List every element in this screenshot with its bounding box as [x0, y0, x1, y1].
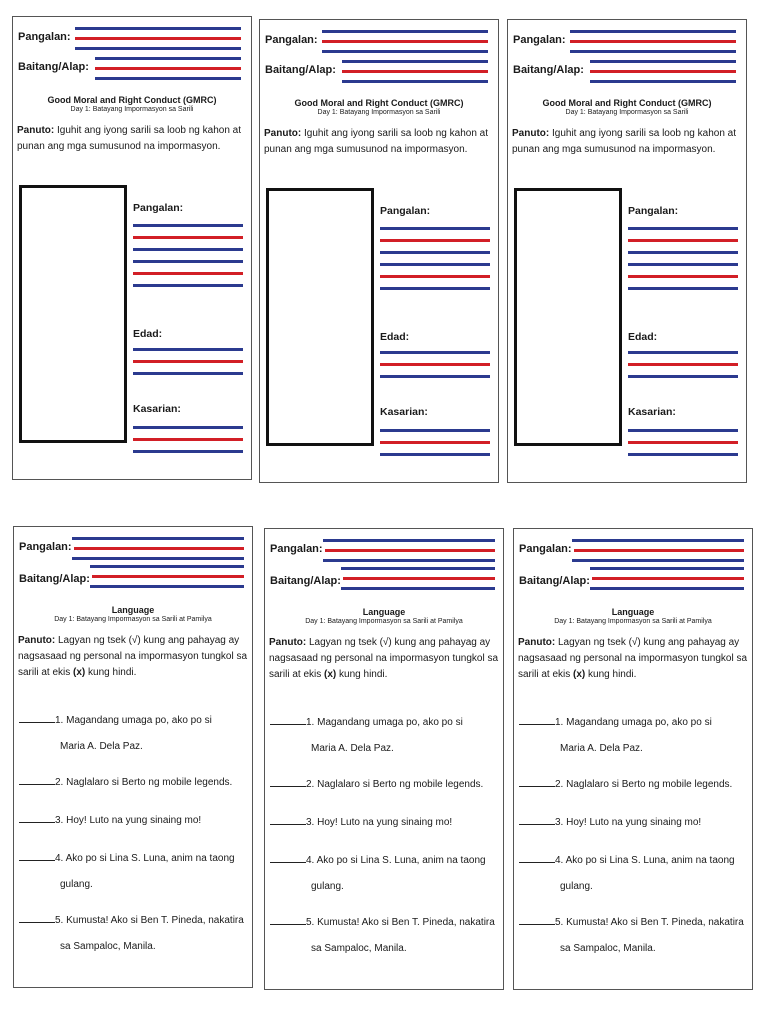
item-number: 5. — [55, 915, 64, 926]
answer-blank[interactable] — [19, 911, 55, 923]
instructions-x-mark: (x) — [324, 669, 337, 680]
list-item — [519, 772, 748, 798]
grade-row — [260, 54, 498, 82]
instructions — [14, 633, 252, 681]
field-age-label: Edad: — [628, 331, 658, 343]
answer-blank[interactable] — [270, 813, 306, 825]
answer-blank[interactable] — [519, 713, 555, 725]
name-label: Pangalan: — [519, 543, 572, 555]
item-text: Magandang umaga po, ako po si — [66, 715, 212, 726]
list-item — [270, 710, 499, 762]
item-line-2: Maria A. Dela Paz. — [60, 741, 143, 752]
item-number: 3. — [306, 817, 315, 828]
item-line-2: Maria A. Dela Paz. — [311, 743, 394, 754]
name-label: Pangalan: — [270, 543, 323, 555]
item-text: Magandang umaga po, ako po si — [317, 717, 463, 728]
name-row — [260, 26, 498, 54]
list-item — [19, 770, 248, 796]
item-line-1 — [270, 910, 499, 936]
answer-blank[interactable] — [519, 775, 555, 787]
grade-label: Baitang/Alap: — [270, 575, 341, 587]
item-line-1 — [270, 848, 499, 874]
language-worksheet-card — [264, 528, 504, 990]
gmrc-worksheet-card — [259, 19, 499, 483]
lesson-subtitle: Day 1: Batayang Impormasyon sa Sarili at Pamilya — [54, 616, 212, 623]
item-line-1 — [270, 810, 499, 836]
name-label: Pangalan: — [265, 34, 318, 46]
list-item — [19, 846, 248, 898]
instructions-lead: Panuto: — [269, 637, 307, 648]
lesson-subtitle: Day 1: Batayang Impormasyon sa Sarili — [565, 109, 689, 116]
answer-blank[interactable] — [19, 773, 55, 785]
field-sex-label: Kasarian: — [133, 403, 181, 415]
answer-blank[interactable] — [270, 913, 306, 925]
list-item — [270, 848, 499, 900]
item-number: 2. — [555, 779, 564, 790]
item-line-2: gulang. — [560, 881, 593, 892]
name-row — [13, 23, 251, 51]
instructions — [260, 126, 498, 158]
item-text: Hoy! Luto na yung sinaing mo! — [317, 817, 453, 828]
instructions-text-b: kung hindi. — [339, 669, 388, 680]
item-line-2: sa Sampaloc, Manila. — [311, 943, 407, 954]
item-line-1 — [519, 848, 748, 874]
subject-title: Good Moral and Right Conduct (GMRC) — [542, 98, 712, 108]
grade-label: Baitang/Alap: — [519, 575, 590, 587]
instructions-lead: Panuto: — [518, 637, 556, 648]
answer-blank[interactable] — [19, 711, 55, 723]
subject-title: Language — [362, 607, 406, 617]
list-item — [519, 810, 748, 836]
language-worksheet-card — [513, 528, 753, 990]
grade-row — [14, 559, 252, 587]
item-line-2: gulang. — [311, 881, 344, 892]
list-item — [270, 910, 499, 962]
item-text: Magandang umaga po, ako po si — [566, 717, 712, 728]
item-line-1 — [519, 772, 748, 798]
field-name-label: Pangalan: — [380, 205, 431, 217]
item-line-1 — [19, 846, 248, 872]
grade-label: Baitang/Alap: — [513, 64, 584, 76]
item-line-1 — [19, 770, 248, 796]
instructions-text-a: Lagyan ng tsek (√) kung ang pahayag ay nagsasaad ng personal na impormasyon tungkol sa sarili at ekis — [269, 637, 499, 680]
item-number: 2. — [55, 777, 64, 788]
item-number: 2. — [306, 779, 315, 790]
instructions — [514, 635, 752, 683]
gmrc-worksheet-card — [507, 19, 747, 483]
name-label: Pangalan: — [513, 34, 566, 46]
grade-row — [508, 54, 746, 82]
lesson-subtitle: Day 1: Batayang Impormasyon sa Sarili at Pamilya — [305, 618, 463, 625]
list-item — [270, 772, 499, 798]
answer-blank[interactable] — [519, 813, 555, 825]
instructions-x-mark: (x) — [73, 667, 86, 678]
instructions-lead: Panuto: — [17, 125, 55, 136]
instructions-text-a: Lagyan ng tsek (√) kung ang pahayag ay nagsasaad ng personal na impormasyon tungkol sa sarili at ekis — [518, 637, 748, 680]
item-line-1 — [519, 710, 748, 736]
item-line-2: Maria A. Dela Paz. — [560, 743, 643, 754]
item-line-1 — [270, 772, 499, 798]
instructions-text-b: kung hindi. — [88, 667, 137, 678]
item-text: Ako po si Lina S. Luna, anim na taong — [565, 855, 735, 866]
instructions — [13, 123, 251, 155]
grade-row — [265, 561, 503, 589]
item-text: Naglalaro si Berto ng mobile legends. — [566, 779, 733, 790]
grade-label: Baitang/Alap: — [19, 573, 90, 585]
lesson-subtitle: Day 1: Batayang Impormasyon sa Sarili at Pamilya — [554, 618, 712, 625]
lesson-subtitle: Day 1: Batayang Impormasyon sa Sarili — [70, 106, 194, 113]
gmrc-worksheet-card — [12, 16, 252, 480]
self-portrait-box — [19, 185, 127, 443]
item-text: Ako po si Lina S. Luna, anim na taong — [65, 853, 235, 864]
answer-blank[interactable] — [270, 775, 306, 787]
item-text: Naglalaro si Berto ng mobile legends. — [66, 777, 233, 788]
subject-title: Language — [611, 607, 655, 617]
instructions-text: Iguhit ang iyong sarili sa loob ng kahon at punan ang mga sumusunod na impormasyon. — [17, 125, 242, 152]
item-text: Kumusta! Ako si Ben T. Pineda, nakatira — [317, 917, 495, 928]
item-line-1 — [19, 808, 248, 834]
item-number: 5. — [555, 917, 564, 928]
item-number: 5. — [306, 917, 315, 928]
grade-label: Baitang/Alap: — [18, 61, 89, 73]
answer-blank[interactable] — [270, 851, 306, 863]
item-text: Hoy! Luto na yung sinaing mo! — [566, 817, 702, 828]
name-row — [265, 533, 503, 561]
grade-row — [514, 561, 752, 589]
field-sex-label: Kasarian: — [628, 406, 676, 418]
instructions-lead: Panuto: — [264, 128, 302, 139]
field-name-label: Pangalan: — [628, 205, 679, 217]
instructions-x-mark: (x) — [573, 669, 586, 680]
item-text: Naglalaro si Berto ng mobile legends. — [317, 779, 484, 790]
instructions-text: Iguhit ang iyong sarili sa loob ng kahon at punan ang mga sumusunod na impormasyon. — [512, 128, 737, 155]
item-text: Hoy! Luto na yung sinaing mo! — [66, 815, 202, 826]
field-sex-label: Kasarian: — [380, 406, 428, 418]
item-line-1 — [19, 908, 248, 934]
answer-blank[interactable] — [19, 849, 55, 861]
grade-row — [13, 51, 251, 79]
name-row — [508, 26, 746, 54]
item-line-1 — [270, 710, 499, 736]
answer-blank[interactable] — [519, 913, 555, 925]
instructions-text-a: Lagyan ng tsek (√) kung ang pahayag ay nagsasaad ng personal na impormasyon tungkol sa sarili at ekis — [18, 635, 248, 678]
item-text: Kumusta! Ako si Ben T. Pineda, nakatira — [66, 915, 244, 926]
grade-label: Baitang/Alap: — [265, 64, 336, 76]
item-number: 4. — [306, 855, 315, 866]
item-line-1 — [519, 810, 748, 836]
item-line-2: sa Sampaloc, Manila. — [60, 941, 156, 952]
item-number: 1. — [55, 715, 64, 726]
name-row — [14, 531, 252, 559]
list-item — [519, 710, 748, 762]
list-item — [519, 910, 748, 962]
subject-title: Language — [111, 605, 155, 615]
instructions-text: Iguhit ang iyong sarili sa loob ng kahon at punan ang mga sumusunod na impormasyon. — [264, 128, 489, 155]
name-row — [514, 533, 752, 561]
list-item — [19, 908, 248, 960]
instructions-lead: Panuto: — [512, 128, 550, 139]
item-text: Ako po si Lina S. Luna, anim na taong — [316, 855, 486, 866]
instructions-text-b: kung hindi. — [588, 669, 637, 680]
item-number: 4. — [55, 853, 64, 864]
item-text: Kumusta! Ako si Ben T. Pineda, nakatira — [566, 917, 744, 928]
list-item — [270, 810, 499, 836]
instructions-lead: Panuto: — [18, 635, 56, 646]
field-age-label: Edad: — [133, 328, 163, 340]
field-age-label: Edad: — [380, 331, 410, 343]
item-number: 4. — [555, 855, 564, 866]
item-line-1 — [519, 910, 748, 936]
item-line-2: gulang. — [60, 879, 93, 890]
item-line-2: sa Sampaloc, Manila. — [560, 943, 656, 954]
name-label: Pangalan: — [19, 541, 72, 553]
subject-title: Good Moral and Right Conduct (GMRC) — [294, 98, 464, 108]
answer-blank[interactable] — [519, 851, 555, 863]
list-item — [19, 708, 248, 760]
name-label: Pangalan: — [18, 31, 71, 43]
field-name-label: Pangalan: — [133, 202, 184, 214]
item-number: 3. — [555, 817, 564, 828]
lesson-subtitle: Day 1: Batayang Impormasyon sa Sarili — [317, 109, 441, 116]
subject-title: Good Moral and Right Conduct (GMRC) — [47, 95, 217, 105]
instructions — [508, 126, 746, 158]
item-number: 1. — [306, 717, 315, 728]
item-line-1 — [19, 708, 248, 734]
item-number: 3. — [55, 815, 64, 826]
answer-blank[interactable] — [19, 811, 55, 823]
instructions — [265, 635, 503, 683]
self-portrait-box — [514, 188, 622, 446]
self-portrait-box — [266, 188, 374, 446]
language-worksheet-card — [13, 526, 253, 988]
item-number: 1. — [555, 717, 564, 728]
answer-blank[interactable] — [270, 713, 306, 725]
list-item — [519, 848, 748, 900]
list-item — [19, 808, 248, 834]
